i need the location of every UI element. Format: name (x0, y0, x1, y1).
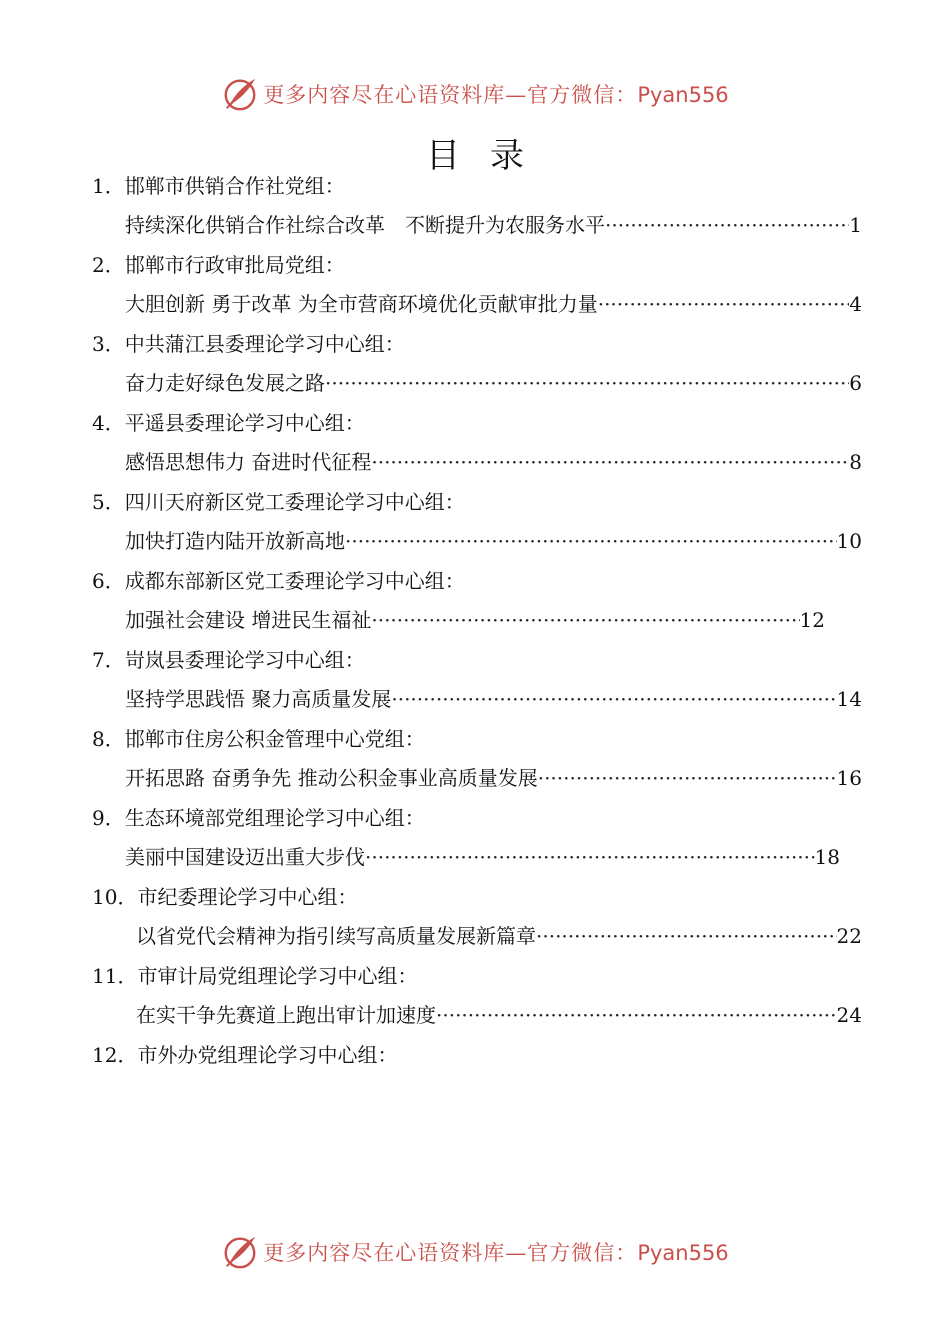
toc-org-name: 10．市纪委理论学习中心组： (92, 885, 358, 909)
leader-dots (365, 838, 815, 877)
toc-item-title: 大胆创新 勇于改革 为全市营商环境优化贡献审批力量 (125, 292, 598, 316)
toc-item-link[interactable] (92, 759, 862, 798)
toc-item-title: 加快打造内陆开放新高地 (125, 529, 345, 553)
header-banner (0, 72, 950, 116)
footer-banner (0, 1230, 950, 1274)
toc-item-title: 持续深化供销合作社综合改革 不断提升为农服务水平 (125, 213, 605, 237)
leader-dots (325, 364, 849, 403)
toc-item-title: 感悟思想伟力 奋进时代征程 (125, 450, 372, 474)
toc-page-number: 22 (836, 924, 862, 948)
toc-item-title: 美丽中国建设迈出重大步伐 (125, 845, 365, 869)
toc-item-title: 加强社会建设 增进民生福祉 (125, 608, 372, 632)
toc-org-name: 1．邯郸市供销合作社党组： (92, 174, 345, 198)
toc-entry (92, 798, 862, 877)
toc-page-number: 4 (849, 292, 862, 316)
toc-page-number: 24 (836, 1003, 862, 1027)
leader-dots (536, 917, 837, 956)
toc-page-number: 6 (849, 371, 862, 395)
toc-item-link[interactable] (92, 522, 862, 561)
toc-entry (92, 482, 862, 561)
toc-item-title: 开拓思路 奋勇争先 推动公积金事业高质量发展 (125, 766, 538, 790)
toc-entry (92, 245, 862, 324)
toc-item-link[interactable] (92, 364, 862, 403)
toc-page-number: 10 (836, 529, 862, 553)
toc-org-name: 8．邯郸市住房公积金管理中心党组： (92, 727, 425, 751)
toc-page-number: 8 (849, 450, 862, 474)
toc-item-link[interactable] (92, 601, 825, 640)
toc-item-link[interactable] (92, 443, 862, 482)
toc-entry (92, 956, 862, 1035)
quill-logo-icon (221, 1233, 259, 1271)
leader-dots (598, 285, 850, 324)
toc-org-name: 4．平遥县委理论学习中心组： (92, 411, 365, 435)
toc-org-name: 2．邯郸市行政审批局党组： (92, 253, 345, 277)
toc-item-title: 奋力走好绿色发展之路 (125, 371, 325, 395)
toc-item-link[interactable] (92, 838, 840, 877)
toc-page-number: 16 (836, 766, 862, 790)
toc-entry (92, 166, 862, 245)
toc-org-name: 7．岢岚县委理论学习中心组： (92, 648, 365, 672)
toc-item-link[interactable] (92, 917, 862, 956)
toc-entry (92, 561, 862, 640)
leader-dots (538, 759, 837, 798)
toc-item-title: 以省党代会精神为指引续写高质量发展新篇章 (136, 924, 536, 948)
toc-item-title: 坚持学思践悟 聚力高质量发展 (125, 687, 392, 711)
quill-logo-icon (221, 75, 259, 113)
banner-text: 更多内容尽在心语资料库—官方微信：Pyan556 (263, 83, 729, 107)
toc-item-link[interactable] (92, 996, 862, 1035)
toc-org-name: 12．市外办党组理论学习中心组： (92, 1043, 398, 1067)
toc-entry (92, 719, 862, 798)
toc-org-name: 11．市审计局党组理论学习中心组： (92, 964, 418, 988)
leader-dots (371, 443, 849, 482)
page-title: 目录 (426, 136, 554, 176)
toc-org-name: 5．四川天府新区党工委理论学习中心组： (92, 490, 465, 514)
toc-page-number: 18 (814, 845, 840, 869)
toc-page-number: 12 (799, 608, 825, 632)
toc-entry (92, 877, 862, 956)
toc-page-number: 1 (849, 213, 862, 237)
leader-dots (436, 996, 837, 1035)
toc-entry (92, 324, 862, 403)
toc-item-title: 在实干争先赛道上跑出审计加速度 (136, 1003, 436, 1027)
leader-dots (605, 206, 849, 245)
toc-org-name: 9．生态环境部党组理论学习中心组： (92, 806, 425, 830)
toc-item-link[interactable] (92, 285, 862, 324)
leader-dots (391, 680, 836, 719)
toc-entry (92, 640, 862, 719)
toc-org-name: 6．成都东部新区党工委理论学习中心组： (92, 569, 465, 593)
leader-dots (345, 522, 837, 561)
banner-text: 更多内容尽在心语资料库—官方微信：Pyan556 (263, 1241, 729, 1265)
toc-entry (92, 1035, 862, 1075)
toc-page-number: 14 (836, 687, 862, 711)
table-of-contents (92, 166, 862, 1075)
toc-org-name: 3．中共蒲江县委理论学习中心组： (92, 332, 405, 356)
toc-item-link[interactable] (92, 680, 862, 719)
toc-item-link[interactable] (92, 206, 862, 245)
toc-entry (92, 403, 862, 482)
leader-dots (371, 601, 799, 640)
